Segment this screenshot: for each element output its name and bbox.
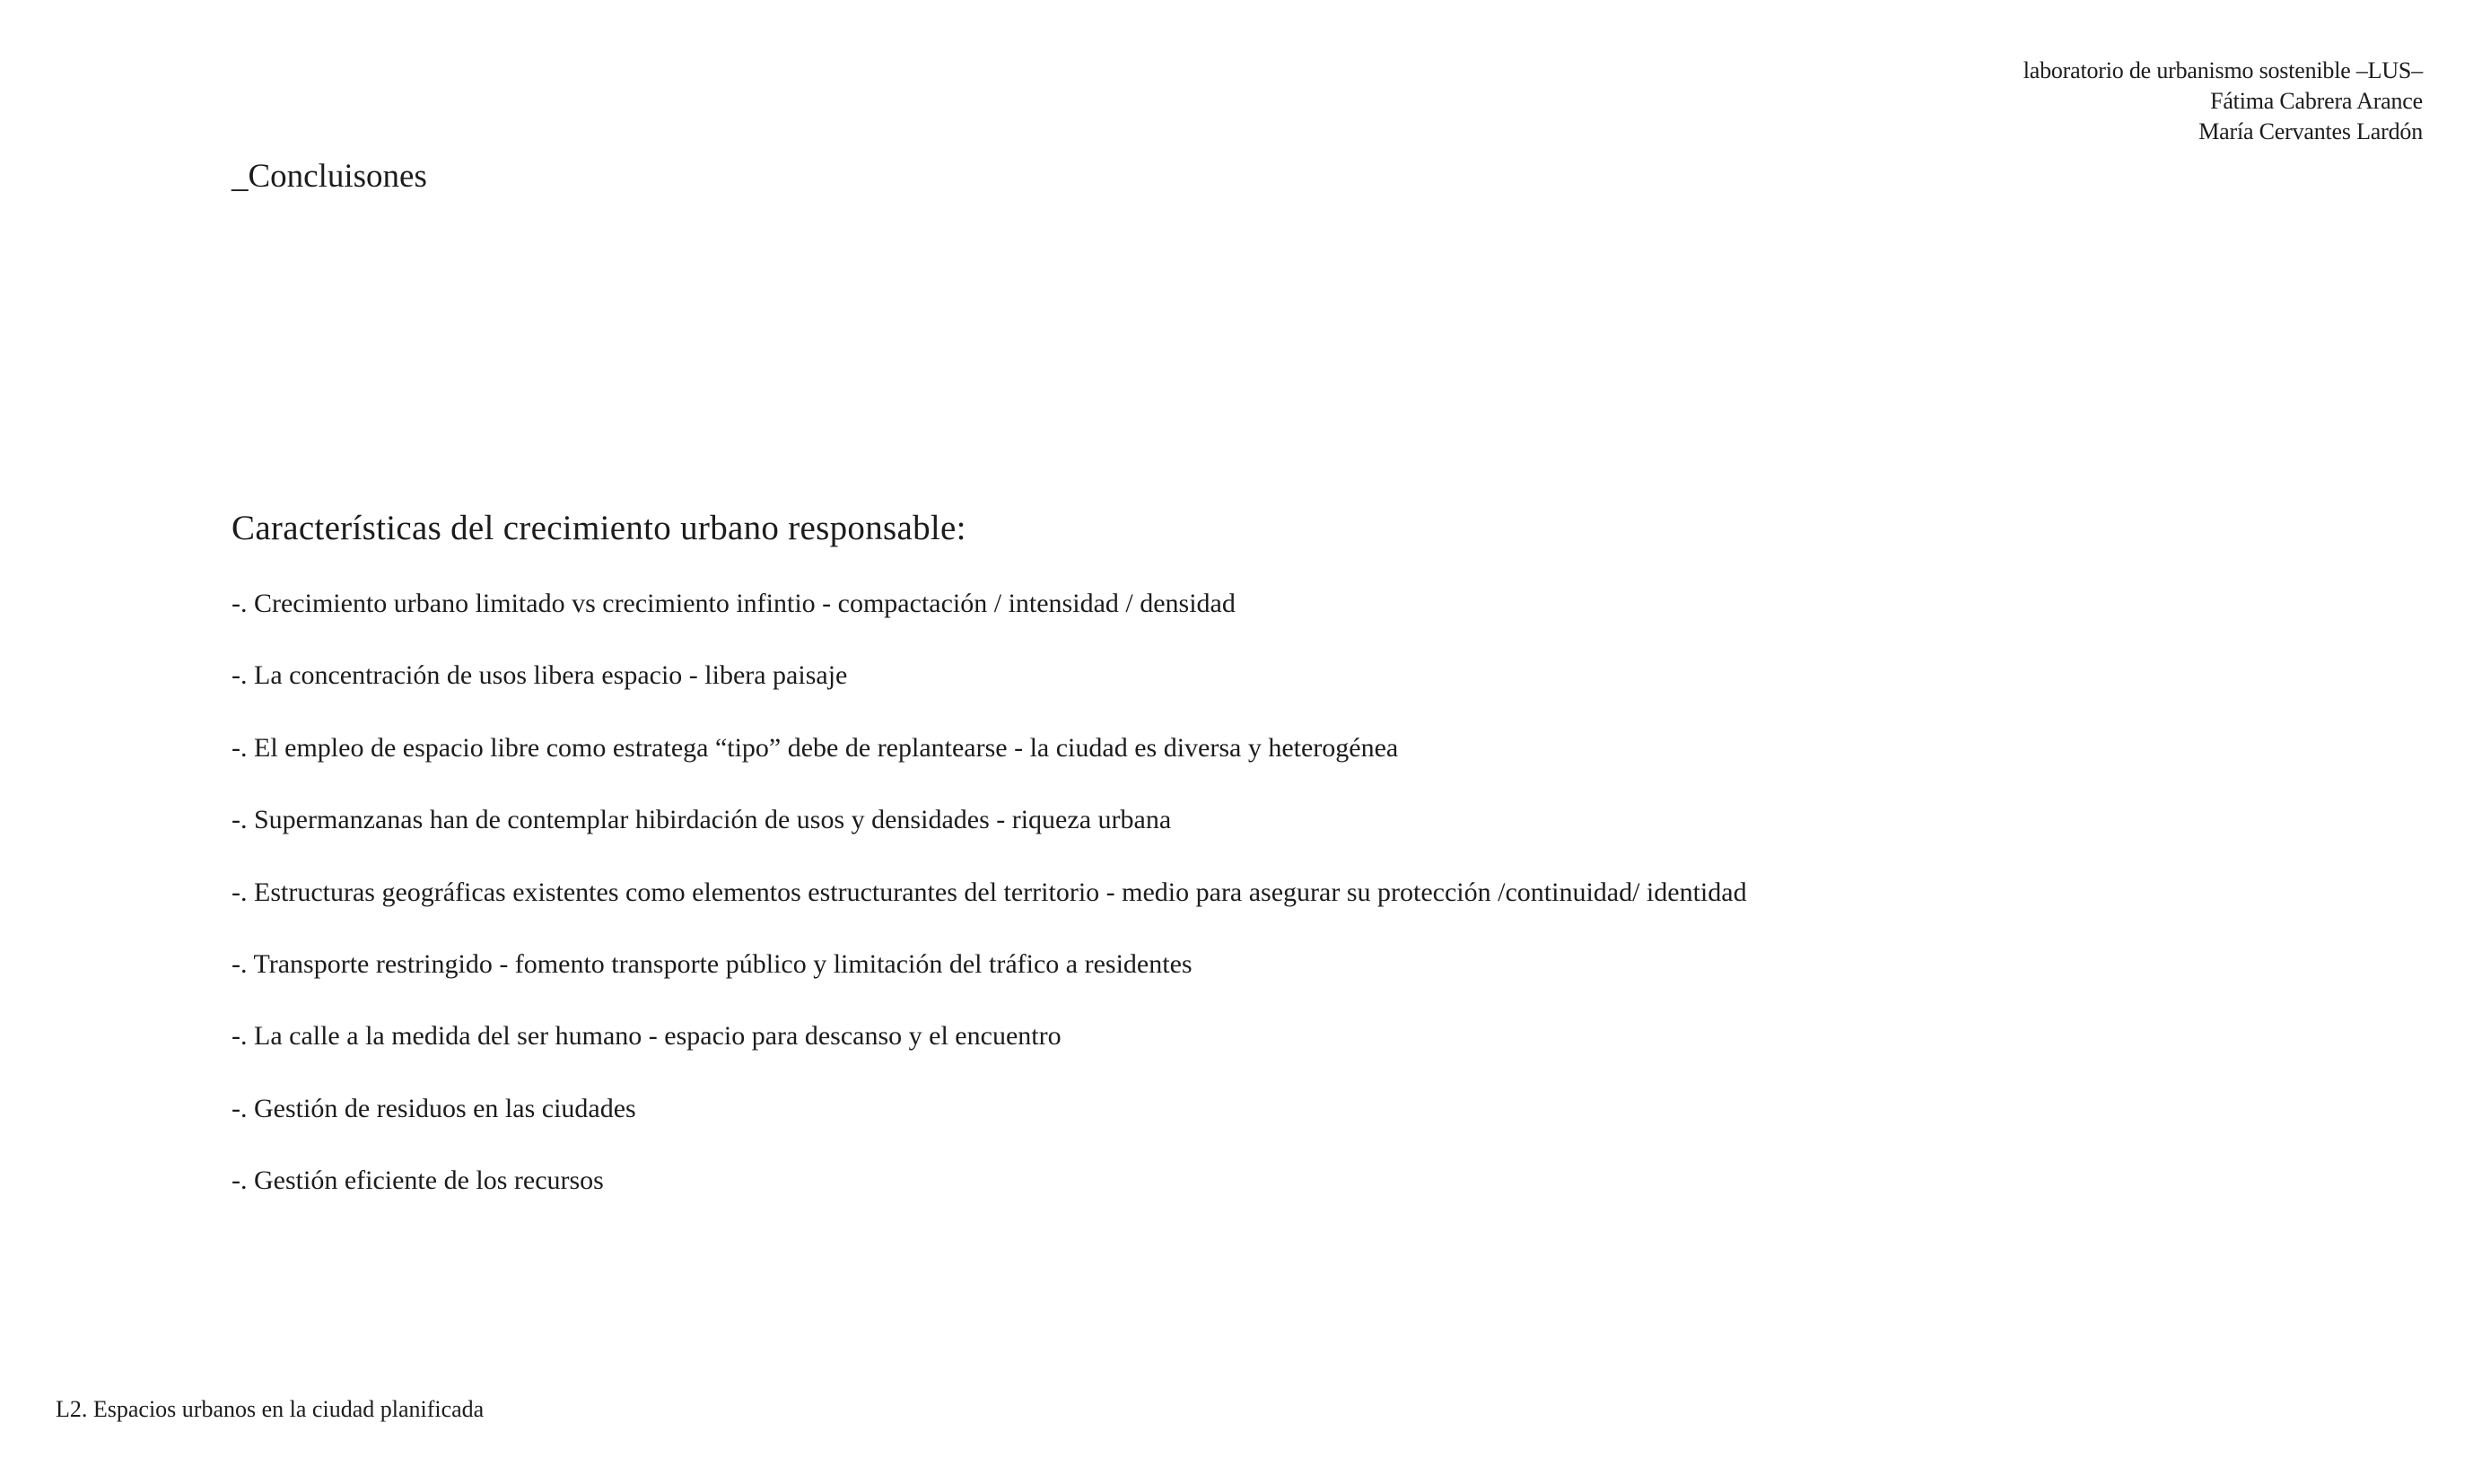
section-title: _Concluisones	[232, 158, 427, 195]
footer-caption: L2. Espacios urbanos en la ciudad planificada	[56, 1396, 485, 1422]
conclusions-list	[232, 584, 1747, 1234]
list-item: -. El empleo de espacio libre como estratega “tipo” debe de replantearse - la ciudad es diversa y heterogénea	[232, 732, 1399, 763]
list-item: -. La calle a la medida del ser humano - espacio para descanso y el encuentro	[232, 1021, 1062, 1052]
list-item: -. La concentración de usos libera espacio - libera paisaje	[232, 660, 848, 691]
author-name: Fátima Cabrera Arance	[2210, 88, 2423, 114]
list-item: -. Estructuras geográficas existentes como elementos estructurantes del territorio - medio para asegurar su protección /continuidad/ identidad	[232, 877, 1747, 907]
lab-name: laboratorio de urbanismo sostenible –LUS–	[2023, 57, 2423, 83]
author-name: María Cervantes Lardón	[2198, 118, 2423, 144]
list-item: -. Gestión de residuos en las ciudades	[232, 1093, 636, 1123]
subtitle: Características del crecimiento urbano responsable:	[232, 509, 966, 547]
header-credits	[2023, 56, 2423, 147]
list-item: -. Crecimiento urbano limitado vs crecimiento infintio - compactación / intensidad / densidad	[232, 589, 1236, 618]
list-item: -. Transporte restringido - fomento transporte público y limitación del tráfico a residentes	[232, 948, 1193, 979]
list-item: -. Gestión eficiente de los recursos	[232, 1165, 604, 1196]
list-item: -. Supermanzanas han de contemplar hibirdación de usos y densidades - riqueza urbana	[232, 805, 1172, 835]
